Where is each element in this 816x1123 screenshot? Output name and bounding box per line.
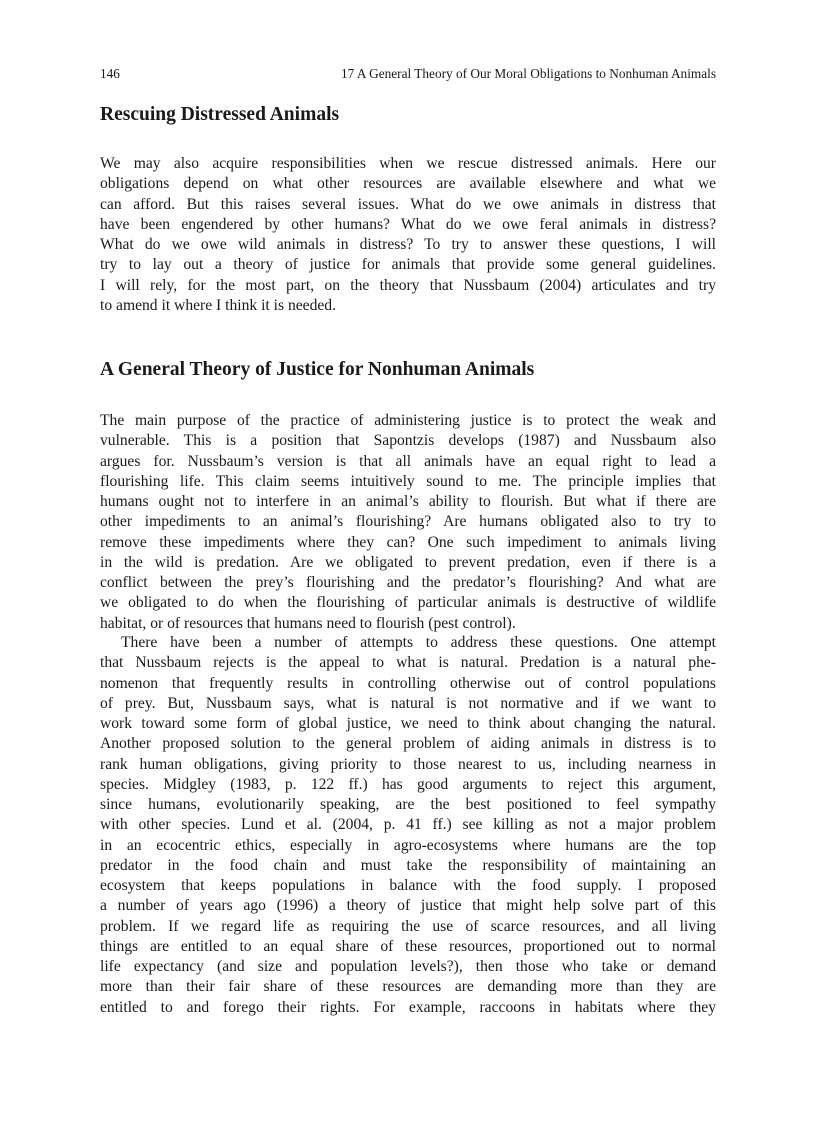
paragraph [100, 154, 716, 316]
section-heading: Rescuing Distressed Animals [100, 104, 340, 125]
running-head [100, 66, 716, 82]
text-line: The main purpose of the practice of administering justice is to protect the weak and [100, 412, 716, 429]
text-line: of prey. But, Nussbaum says, what is natural is not normative and if we want to [100, 694, 716, 712]
text-line: work toward some form of global justice, we need to think about changing the natural. [100, 715, 716, 732]
text-line: entitled to and forego their rights. For example, raccoons in habitats where they [100, 998, 716, 1016]
section-heading: A General Theory of Justice for Nonhuman Animals [100, 359, 535, 380]
text-line: humans ought not to interfere in an animal’s ability to flourish. But what if there are [100, 493, 716, 510]
text-line: that Nussbaum rejects is the appeal to what is natural. Predation is a natural phe- [100, 654, 716, 672]
text-line: ecosystem that keeps populations in balance with the food supply. I proposed [100, 877, 716, 894]
text-line: rank human obligations, giving priority to those nearest to us, including nearness in [100, 755, 716, 773]
text-line: What do we owe wild animals in distress? To try to answer these questions, I will [100, 236, 716, 253]
text-line: nomenon that frequently results in controlling otherwise out of control populations [100, 674, 716, 692]
text-line: vulnerable. This is a position that Sapontzis develops (1987) and Nussbaum also [100, 432, 716, 450]
text-line: we obligated to do when the flourishing of particular animals is destructive of wildlife [100, 594, 716, 612]
paragraph [100, 633, 716, 1018]
text-line: can afford. But this raises several issues. What do we owe animals in distress that [100, 195, 716, 213]
text-line: We may also acquire responsibilities when we rescue distressed animals. Here our [100, 155, 716, 172]
text-line: have been engendered by other humans? What do we owe feral animals in distress? [100, 215, 716, 233]
text-line: since humans, evolutionarily speaking, are the best positioned to feel sympathy [100, 796, 716, 813]
text-line: in an ecocentric ethics, especially in agro-ecosystems where humans are the top [100, 836, 716, 854]
text-line: argues for. Nussbaum’s version is that all animals have an equal right to lead a [100, 452, 716, 470]
text-line: Another proposed solution to the general problem of aiding animals in distress is to [100, 735, 716, 753]
text-line: remove these impediments where they can? One such impediment to animals living [100, 533, 716, 551]
text-line: other impediments to an animal’s flourishing? Are humans obligated also to try to [100, 513, 716, 531]
text-line: species. Midgley (1983, p. 122 ff.) has good arguments to reject this argument, [100, 775, 716, 793]
text-line: problem. If we regard life as requiring the use of scarce resources, and all living [100, 917, 716, 935]
text-line: flourishing life. This claim seems intuitively sound to me. The principle implies that [100, 472, 716, 490]
page-number: 146 [100, 66, 120, 81]
chapter-title: 17 A General Theory of Our Moral Obligations to Nonhuman Animals [341, 66, 716, 81]
paragraph [100, 411, 716, 634]
text-line: life expectancy (and size and population levels?), then those who take or demand [100, 958, 716, 975]
text-line: predator in the food chain and must take the responsibility of maintaining an [100, 856, 716, 874]
text-line: things are entitled to an equal share of these resources, proportioned out to normal [100, 937, 716, 955]
text-line: to amend it where I think it is needed. [100, 296, 337, 314]
text-line: obligations depend on what other resources are available elsewhere and what we [100, 175, 716, 193]
text-line: more than their fair share of these resources are demanding more than they are [100, 978, 716, 996]
text-line: in the wild is predation. Are we obligated to prevent predation, even if there is a [100, 553, 716, 571]
text-line: a number of years ago (1996) a theory of justice that might help solve part of this [100, 897, 716, 915]
text-line: I will rely, for the most part, on the theory that Nussbaum (2004) articulates and try [100, 276, 716, 294]
text-line: try to lay out a theory of justice for animals that provide some general guidelines. [100, 256, 716, 274]
text-line: habitat, or of resources that humans need to flourish (pest control). [100, 614, 516, 632]
text-line: with other species. Lund et al. (2004, p. 41 ff.) see killing as not a major problem [100, 816, 716, 834]
text-line: There have been a number of attempts to address these questions. One attempt [121, 634, 716, 651]
text-line: conflict between the prey’s flourishing and the predator’s flourishing? And what are [100, 574, 716, 591]
